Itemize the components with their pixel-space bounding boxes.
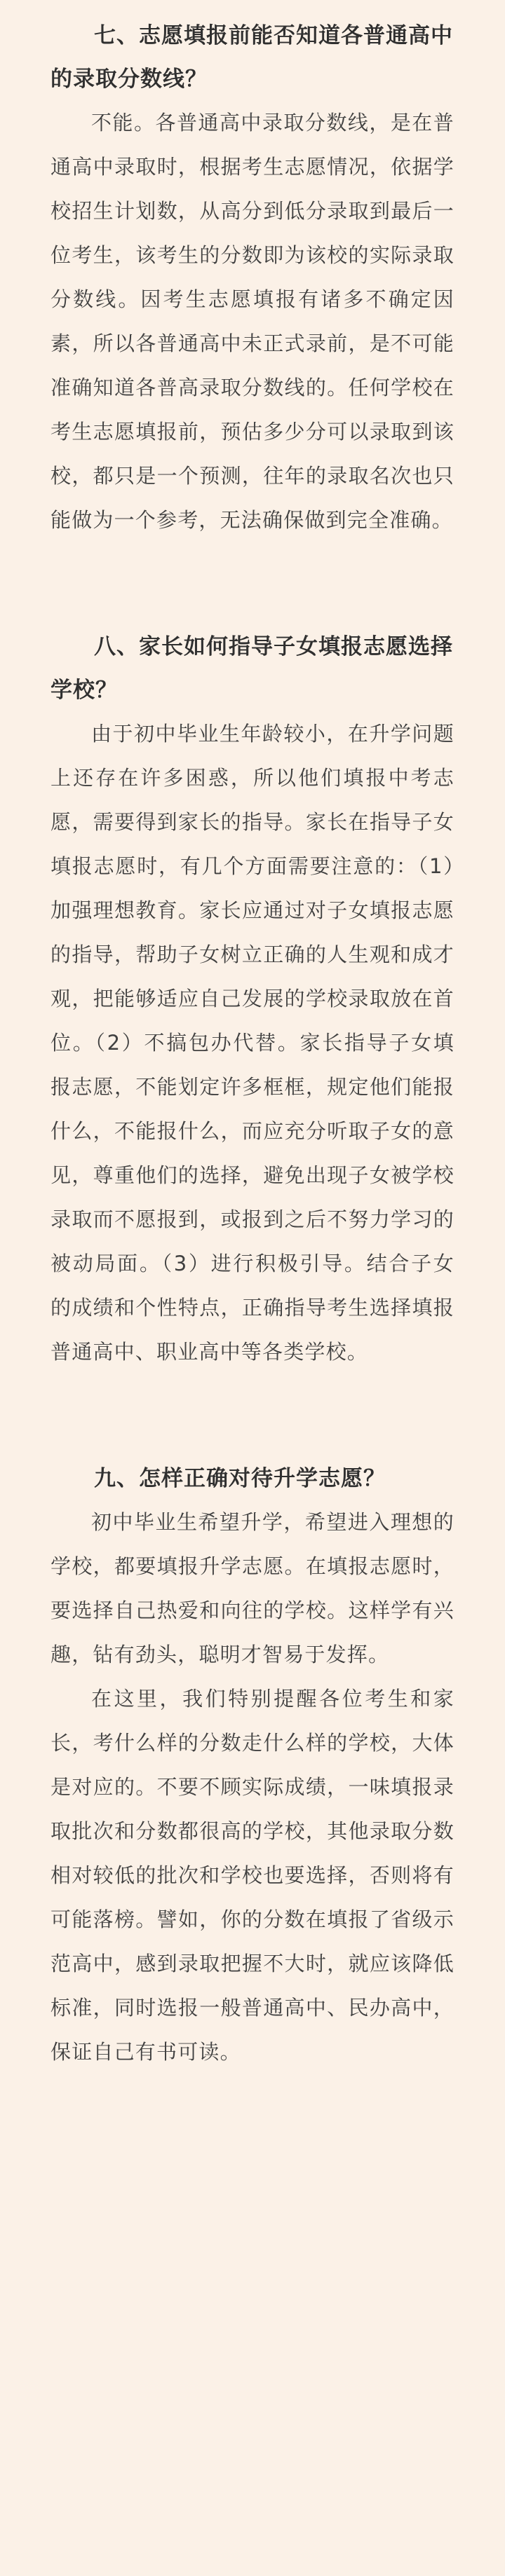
section-paragraph: 在这里，我们特别提醒各位考生和家长，考什么样的分数走什么样的学校，大体是对应的。不要不顾实际成绩，一味填报录取批次和分数都很高的学校，其他录取分数相对较低的批次和学校也要选择，否则将有可能落榜。譬如，你的分数在填报了省级示范高中，感到录取把握不大时，就应该降低标准，同时选报一般普通高中、民办高中，保证自己有书可读。: [50, 1687, 454, 2064]
section-8: [50, 625, 454, 1374]
section-heading: 八、家长如何指导子女填报志愿选择学校？: [50, 634, 453, 703]
section-paragraph: 由于初中毕业生年龄较小，在升学问题上还存在许多困惑，所以他们填报中考志愿，需要得到家长的指导。家长在指导子女填报志愿时，有几个方面需要注意的：（1）加强理想教育。家长应通过对子女填报志愿的指导，帮助子女树立正确的人生观和成才观，把能够适应自己发展的学校录取放在首位。（2）不搞包办代替。家长指导子女填报志愿，不能划定许多框框，规定他们能报什么，不能报什么，而应充分听取子女的意见，尊重他们的选择，避免出现子女被学校录取而不愿报到，或报到之后不努力学习的被动局面。（3）进行积极引导。结合子女的成绩和个性特点，正确指导考生选择填报普通高中、职业高中等各类学校。: [50, 722, 454, 1364]
section-paragraph: 初中毕业生希望升学，希望进入理想的学校，都要填报升学志愿。在填报志愿时，要选择自己热爱和向往的学校。这样学有兴趣，钻有劲头，聪明才智易于发挥。: [50, 1510, 454, 1666]
section-paragraph: 不能。各普通高中录取分数线，是在普通高中录取时，根据考生志愿情况，依据学校招生计划数，从高分到低分录取到最后一位考生，该考生的分数即为该校的实际录取分数线。因考生志愿填报有诸多不确定因素，所以各普通高中未正式录前，是不可能准确知道各普高录取分数线的。任何学校在考生志愿填报前，预估多少分可以录取到该校，都只是一个预测，往年的录取名次也只能做为一个参考，无法确保做到完全准确。: [50, 111, 454, 532]
section-heading: 九、怎样正确对待升学志愿？: [94, 1466, 386, 1491]
section-7: [50, 14, 454, 542]
section-9: [50, 1457, 454, 2074]
section-heading: 七、志愿填报前能否知道各普通高中的录取分数线？: [50, 23, 453, 92]
